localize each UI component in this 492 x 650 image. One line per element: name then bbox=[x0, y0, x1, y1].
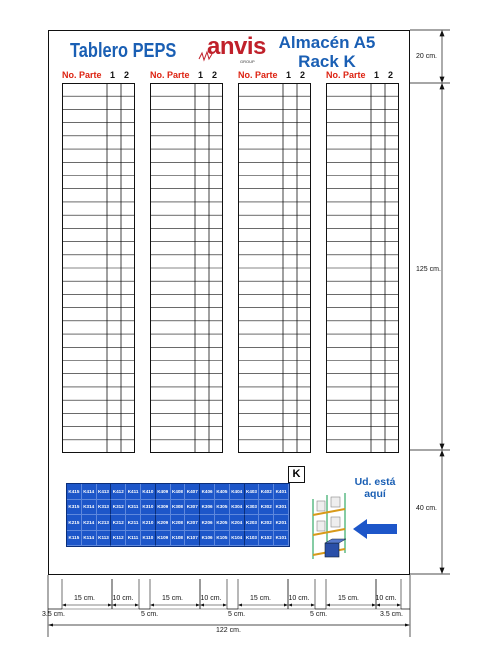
part-number-label: No. Parte bbox=[238, 70, 278, 80]
rack-position-cell: K301 bbox=[274, 500, 289, 516]
board-title: Tablero PEPS bbox=[70, 40, 177, 62]
part-number-label: No. Parte bbox=[62, 70, 102, 80]
rack-position-cell: K415 bbox=[67, 484, 82, 500]
rack-position-cell: K101 bbox=[274, 531, 289, 547]
dim-width-label: 15 cm. bbox=[338, 595, 360, 602]
rack-position-cell: K308 bbox=[171, 500, 186, 516]
rack-position-cell: K110 bbox=[141, 531, 156, 547]
anvis-logo-sub: GROUP bbox=[240, 59, 255, 64]
slot-2-label: 2 bbox=[212, 70, 218, 80]
dim-width-label: 10 cm. bbox=[112, 595, 134, 602]
slot-2-label: 2 bbox=[300, 70, 306, 80]
rack-position-cell: K306 bbox=[200, 500, 215, 516]
rack-position-cell: K111 bbox=[126, 531, 141, 547]
rack-position-cell: K315 bbox=[67, 500, 82, 516]
dim-gap-label: 3.5 cm. bbox=[42, 611, 65, 618]
rack-position-cell: K106 bbox=[200, 531, 215, 547]
rack-position-cell: K407 bbox=[185, 484, 200, 500]
slot-1-label: 1 bbox=[110, 70, 116, 80]
rack-position-cell: K405 bbox=[215, 484, 230, 500]
slot-1-label: 1 bbox=[198, 70, 204, 80]
rack-position-cell: K105 bbox=[215, 531, 230, 547]
rack-position-cell: K412 bbox=[111, 484, 126, 500]
rack-position-cell: K114 bbox=[82, 531, 97, 547]
rack-map-grid bbox=[66, 483, 290, 547]
rack-position-cell: K406 bbox=[200, 484, 215, 500]
horizontal-dimensions bbox=[40, 575, 420, 645]
location-title-line1: Almacén A5 bbox=[278, 33, 376, 52]
rack-position-cell: K312 bbox=[111, 500, 126, 516]
rack-position-cell: K102 bbox=[259, 531, 274, 547]
rack-position-cell: K212 bbox=[111, 515, 126, 531]
dim-width-label: 10 cm. bbox=[375, 595, 397, 602]
rack-position-cell: K404 bbox=[230, 484, 245, 500]
rack-position-cell: K302 bbox=[259, 500, 274, 516]
part-entry-table bbox=[326, 83, 399, 453]
part-entry-table bbox=[238, 83, 311, 453]
slot-1-label: 1 bbox=[286, 70, 292, 80]
rack-position-cell: K313 bbox=[97, 500, 112, 516]
location-title-line2: Rack K bbox=[298, 52, 356, 71]
rack-position-cell: K104 bbox=[230, 531, 245, 547]
rack-position-cell: K209 bbox=[156, 515, 171, 531]
dim-width-label: 10 cm. bbox=[288, 595, 310, 602]
rack-position-cell: K109 bbox=[156, 531, 171, 547]
rack-position-cell: K307 bbox=[185, 500, 200, 516]
rack-position-cell: K310 bbox=[141, 500, 156, 516]
rack-position-cell: K403 bbox=[245, 484, 260, 500]
rack-position-cell: K107 bbox=[185, 531, 200, 547]
dim-total-width: 122 cm. bbox=[216, 627, 241, 634]
rack-position-cell: K409 bbox=[156, 484, 171, 500]
dim-gap-label: 5 cm. bbox=[310, 611, 328, 618]
rack-position-cell: K309 bbox=[156, 500, 171, 516]
rack-label-box: K bbox=[288, 466, 305, 483]
rack-position-cell: K115 bbox=[67, 531, 82, 547]
rack-position-cell: K208 bbox=[171, 515, 186, 531]
column-header bbox=[326, 70, 399, 82]
rack-position-cell: K204 bbox=[230, 515, 245, 531]
vertical-dimensions bbox=[410, 25, 470, 585]
rack-position-cell: K112 bbox=[111, 531, 126, 547]
rack-position-cell: K411 bbox=[126, 484, 141, 500]
rack-position-cell: K103 bbox=[245, 531, 260, 547]
rack-position-cell: K206 bbox=[200, 515, 215, 531]
rack-position-cell: K402 bbox=[259, 484, 274, 500]
column-header bbox=[238, 70, 311, 82]
slot-1-label: 1 bbox=[374, 70, 380, 80]
rack-position-cell: K113 bbox=[97, 531, 112, 547]
rack-position-cell: K304 bbox=[230, 500, 245, 516]
rack-position-cell: K408 bbox=[171, 484, 186, 500]
slot-2-label: 2 bbox=[388, 70, 394, 80]
rack-position-cell: K211 bbox=[126, 515, 141, 531]
dim-width-label: 15 cm. bbox=[162, 595, 184, 602]
slot-2-label: 2 bbox=[124, 70, 130, 80]
column-header bbox=[62, 70, 135, 82]
rack-position-cell: K202 bbox=[259, 515, 274, 531]
rack-position-cell: K205 bbox=[215, 515, 230, 531]
you-are-here-line1: Ud. está bbox=[354, 476, 396, 488]
rack-position-cell: K410 bbox=[141, 484, 156, 500]
dim-width-label: 10 cm. bbox=[200, 595, 222, 602]
rack-position-cell: K213 bbox=[97, 515, 112, 531]
anvis-logo: anvis bbox=[207, 33, 266, 60]
rack-position-cell: K214 bbox=[82, 515, 97, 531]
part-entry-table bbox=[62, 83, 135, 453]
rack-position-cell: K215 bbox=[67, 515, 82, 531]
dim-width-label: 15 cm. bbox=[74, 595, 96, 602]
part-number-label: No. Parte bbox=[326, 70, 366, 80]
rack-position-cell: K314 bbox=[82, 500, 97, 516]
dim-gap-label: 3.5 cm. bbox=[380, 611, 403, 618]
left-arrow-icon bbox=[353, 518, 397, 540]
rack-position-cell: K305 bbox=[215, 500, 230, 516]
rack-position-cell: K303 bbox=[245, 500, 260, 516]
dim-top-height: 20 cm. bbox=[416, 53, 438, 60]
rack-position-cell: K414 bbox=[82, 484, 97, 500]
rack-illustration-icon bbox=[305, 485, 355, 565]
rack-position-cell: K203 bbox=[245, 515, 260, 531]
rack-position-cell: K401 bbox=[274, 484, 289, 500]
dim-bottom-height: 40 cm. bbox=[416, 505, 438, 512]
dim-width-label: 15 cm. bbox=[250, 595, 272, 602]
you-are-here-line2: aquí bbox=[364, 488, 386, 500]
part-number-label: No. Parte bbox=[150, 70, 190, 80]
rack-position-cell: K207 bbox=[185, 515, 200, 531]
dim-middle-height: 125 cm. bbox=[416, 266, 441, 273]
dim-gap-label: 5 cm. bbox=[141, 611, 159, 618]
rack-position-cell: K201 bbox=[274, 515, 289, 531]
rack-position-cell: K108 bbox=[171, 531, 186, 547]
rack-position-cell: K413 bbox=[97, 484, 112, 500]
rack-position-cell: K311 bbox=[126, 500, 141, 516]
rack-position-cell: K210 bbox=[141, 515, 156, 531]
column-header bbox=[150, 70, 223, 82]
dim-gap-label: 5 cm. bbox=[228, 611, 246, 618]
part-entry-table bbox=[150, 83, 223, 453]
